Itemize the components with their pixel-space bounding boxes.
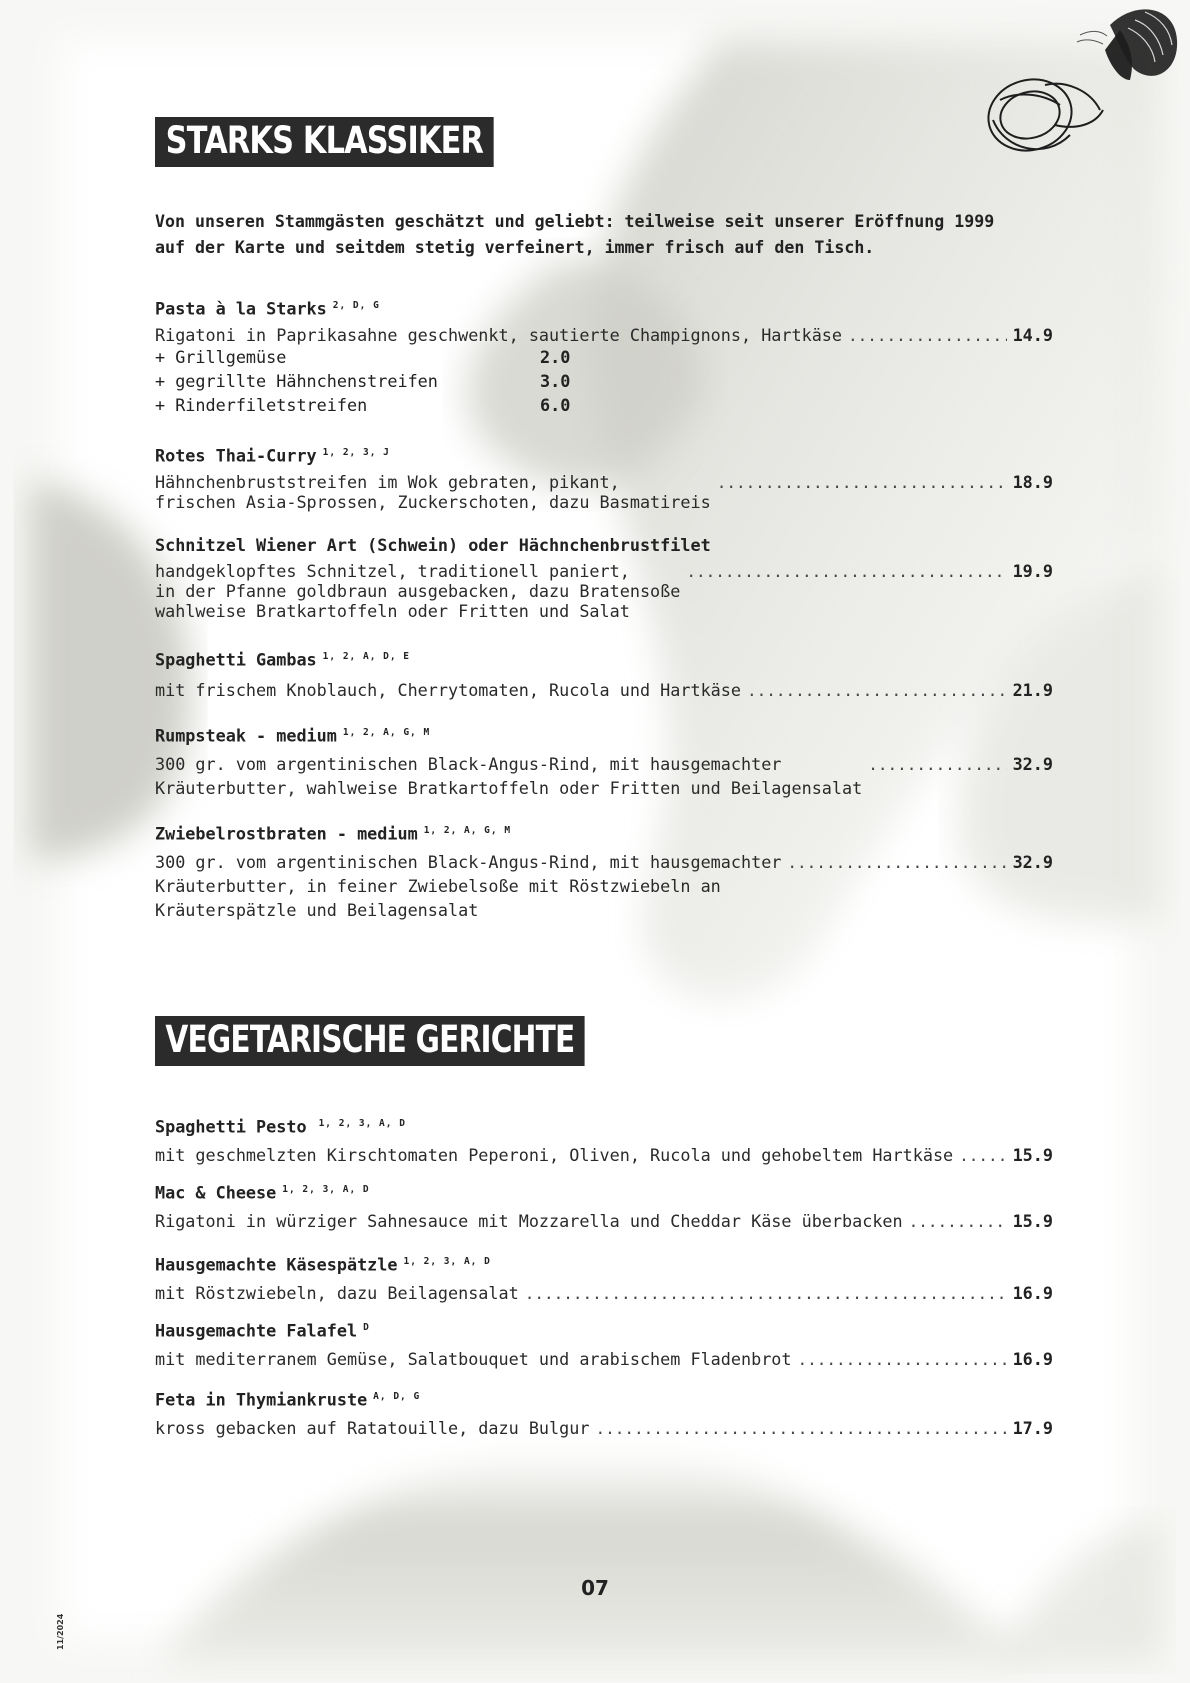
item-allergens: 1, 2, A, G, M bbox=[342, 727, 431, 738]
item-desc-line: frischen Asia-Sprossen, Zuckerschoten, dazu Basmatireis bbox=[155, 491, 711, 512]
leader-dots bbox=[525, 1284, 1007, 1303]
extra-option bbox=[155, 345, 1055, 369]
item-desc-line: in der Pfanne goldbraun ausgebacken, dazu Bratensoße bbox=[155, 581, 681, 601]
menu-item-spaghetti-pesto bbox=[155, 1112, 1055, 1165]
extra-price: 6.0 bbox=[540, 394, 571, 415]
item-desc-line: Kräuterspätzle und Beilagensalat bbox=[155, 899, 479, 920]
extra-label: + gegrillte Hähnchenstreifen bbox=[155, 370, 438, 391]
item-name: Pasta à la Starks bbox=[155, 298, 327, 319]
item-desc-line: wahlweise Bratkartoffeln oder Fritten und Salat bbox=[155, 601, 630, 621]
item-allergens: A, D, G bbox=[373, 1391, 421, 1402]
item-allergens: 1, 2, 3, J bbox=[322, 447, 390, 458]
item-price: 21.9 bbox=[1012, 679, 1053, 700]
extra-option bbox=[155, 369, 1055, 393]
extra-label: + Grillgemüse bbox=[155, 346, 287, 367]
page-number: 07 bbox=[581, 1576, 609, 1600]
item-desc-line: Kräuterbutter, in feiner Zwiebelsoße mit Röstzwiebeln an bbox=[155, 875, 721, 896]
menu-item-pasta-a-la-starks bbox=[155, 294, 1055, 417]
leader-dots bbox=[848, 326, 1007, 345]
item-desc-line: 300 gr. vom argentinischen Black-Angus-Rind, mit hausgemachter bbox=[155, 753, 782, 774]
item-price: 32.9 bbox=[1012, 753, 1053, 774]
edition-date: 11/2024 bbox=[56, 1613, 65, 1650]
item-desc-line: Rigatoni in Paprikasahne geschwenkt, sautierte Champignons, Hartkäse bbox=[155, 324, 843, 345]
menu-item-kaesespaetzle bbox=[155, 1250, 1055, 1303]
leader-dots bbox=[959, 1146, 1006, 1165]
menu-item-rumpsteak bbox=[155, 721, 1055, 800]
item-name: Schnitzel Wiener Art (Schwein) oder Hächnchenbrustfilet bbox=[155, 535, 711, 555]
leader-dots bbox=[868, 755, 1006, 774]
leader-dots bbox=[595, 1419, 1006, 1438]
item-desc-line: Rigatoni in würziger Sahnesauce mit Mozzarella und Cheddar Käse überbacken bbox=[155, 1210, 903, 1231]
item-price: 16.9 bbox=[1012, 1348, 1053, 1369]
menu-item-schnitzel bbox=[155, 533, 1055, 621]
menu-item-spaghetti-gambas bbox=[155, 645, 1055, 700]
item-desc-line: mit frischem Knoblauch, Cherrytomaten, Rucola und Hartkäse bbox=[155, 679, 741, 700]
item-name: Feta in Thymiankruste bbox=[155, 1389, 368, 1410]
item-desc-line: Hähnchenbruststreifen im Wok gebraten, pikant, bbox=[155, 471, 620, 492]
item-desc-line: mit Röstzwiebeln, dazu Beilagensalat bbox=[155, 1282, 519, 1303]
menu-item-falafel bbox=[155, 1316, 1055, 1369]
item-name: Rumpsteak - medium bbox=[155, 725, 337, 746]
item-allergens: 1, 2, A, G, M bbox=[423, 825, 512, 836]
extra-price: 2.0 bbox=[540, 346, 571, 367]
item-allergens: 2, D, G bbox=[332, 300, 380, 311]
leader-dots bbox=[909, 1212, 1007, 1231]
section-title-starks-klassiker: STARKS KLASSIKER bbox=[155, 117, 494, 167]
item-name: Mac & Cheese bbox=[155, 1182, 277, 1203]
item-desc-line: handgeklopftes Schnitzel, traditionell paniert, bbox=[155, 561, 630, 581]
menu-item-zwiebelrostbraten bbox=[155, 819, 1055, 922]
item-allergens: D bbox=[363, 1322, 370, 1333]
item-extras bbox=[155, 345, 1055, 417]
leader-dots bbox=[787, 853, 1006, 872]
item-price: 15.9 bbox=[1012, 1144, 1053, 1165]
leader-dots bbox=[717, 473, 1007, 492]
item-desc-line: 300 gr. vom argentinischen Black-Angus-Rind, mit hausgemachter bbox=[155, 851, 782, 872]
pasta-illustration-icon bbox=[985, 0, 1185, 170]
item-price: 16.9 bbox=[1012, 1282, 1053, 1303]
item-name: Hausgemachte Falafel bbox=[155, 1320, 358, 1341]
item-name: Spaghetti Gambas bbox=[155, 649, 317, 670]
item-allergens: 1, 2, 3, A, D bbox=[282, 1184, 370, 1195]
item-name: Rotes Thai-Curry bbox=[155, 445, 317, 466]
item-name: Spaghetti Pesto bbox=[155, 1116, 307, 1137]
item-price: 18.9 bbox=[1012, 471, 1053, 492]
item-desc-line: mit mediterranem Gemüse, Salatbouquet und arabischem Fladenbrot bbox=[155, 1348, 792, 1369]
item-desc-line: mit geschmelzten Kirschtomaten Peperoni, Oliven, Rucola und gehobeltem Hartkäse bbox=[155, 1144, 954, 1165]
leader-dots bbox=[798, 1350, 1007, 1369]
item-price: 15.9 bbox=[1012, 1210, 1053, 1231]
item-price: 19.9 bbox=[1012, 561, 1053, 581]
item-price: 32.9 bbox=[1012, 851, 1053, 872]
item-allergens: 1, 2, A, D, E bbox=[322, 651, 411, 662]
section-intro: Von unseren Stammgästen geschätzt und geliebt: teilweise seit unserer Eröffnung 1999 auf der Karte und seitdem stetig verfeinert, immer frisch auf den Tisch. bbox=[155, 212, 995, 257]
extra-price: 3.0 bbox=[540, 370, 571, 391]
item-name: Hausgemachte Käsespätzle bbox=[155, 1254, 398, 1275]
menu-item-mac-and-cheese bbox=[155, 1178, 1055, 1231]
item-allergens: 1, 2, 3, A, D bbox=[318, 1118, 406, 1129]
item-name: Zwiebelrostbraten - medium bbox=[155, 823, 418, 844]
extra-label: + Rinderfiletstreifen bbox=[155, 394, 368, 415]
extra-option bbox=[155, 393, 1055, 417]
menu-item-rotes-thai-curry bbox=[155, 441, 1055, 512]
item-desc-line: kross gebacken auf Ratatouille, dazu Bulgur bbox=[155, 1417, 590, 1438]
item-allergens: 1, 2, 3, A, D bbox=[403, 1256, 491, 1267]
item-price: 17.9 bbox=[1012, 1417, 1053, 1438]
item-price: 14.9 bbox=[1012, 324, 1053, 345]
menu-item-feta-in-thymiankruste bbox=[155, 1385, 1055, 1438]
item-desc-line: Kräuterbutter, wahlweise Bratkartoffeln oder Fritten und Beilagensalat bbox=[155, 777, 863, 798]
section-title-vegetarische-gerichte: VEGETARISCHE GERICHTE bbox=[155, 1016, 585, 1066]
leader-dots bbox=[686, 562, 1006, 581]
leader-dots bbox=[747, 681, 1007, 700]
